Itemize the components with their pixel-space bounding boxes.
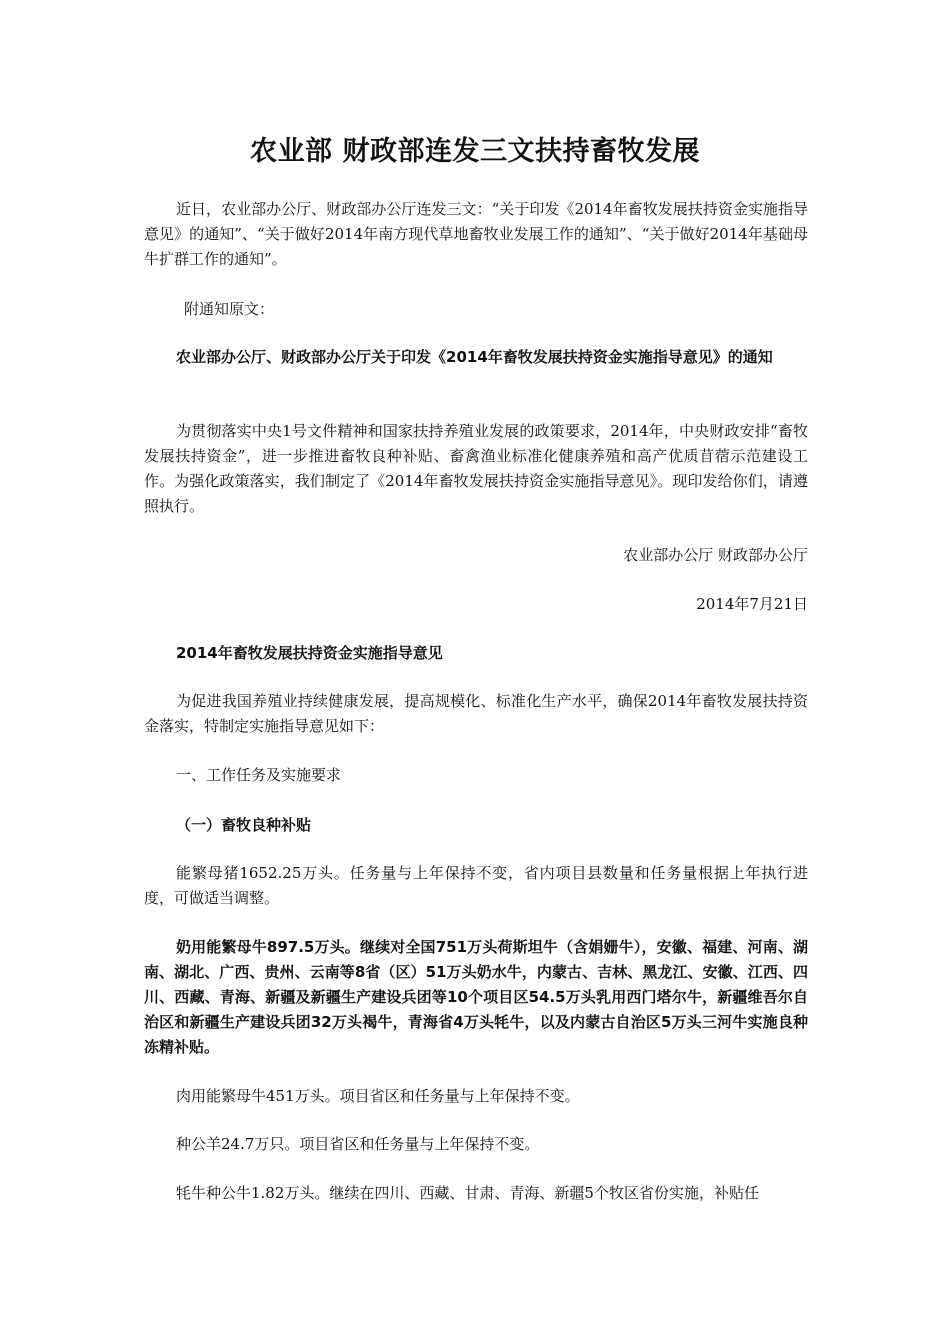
guidance-title: 2014年畜牧发展扶持资金实施指导意见: [176, 644, 443, 662]
item-ram: 种公羊24.7万只。项目省区和任务量与上年保持不变。: [176, 1135, 540, 1153]
notice-title: 农业部办公厅、财政部办公厅关于印发《2014年畜牧发展扶持资金实施指导意见》的通知: [176, 348, 773, 366]
signature: 农业部办公厅 财政部办公厅: [623, 546, 808, 564]
attachment-label: 附通知原文：: [184, 300, 275, 318]
item-sow: 能繁母猪1652.25万头。任务量与上年保持不变，省内项目县数量和任务量根据上年执行进度，可做适当调整。: [144, 864, 808, 907]
guidance-intro: 为促进我国养殖业持续健康发展，提高规模化、标准化生产水平，确保2014年畜牧发展扶持资金落实，特制定实施指导意见如下：: [144, 692, 808, 735]
document-title: 农业部 财政部连发三文扶持畜牧发展: [250, 136, 700, 167]
intro-paragraph: 近日，农业部办公厅、财政部办公厅连发三文：“关于印发《2014年畜牧发展扶持资金实施指导意见》的通知”、“关于做好2014年南方现代草地畜牧业发展工作的通知”、“关于做好2014年基础母牛扩群工作的通知”。: [144, 200, 808, 268]
date: 2014年7月21日: [696, 595, 808, 613]
subsection-heading: （一）畜牧良种补贴: [176, 816, 312, 834]
item-beef: 肉用能繁母牛451万头。项目省区和任务量与上年保持不变。: [176, 1087, 580, 1105]
notice-body: 为贯彻落实中央1号文件精神和国家扶持养殖业发展的政策要求，2014年，中央财政安排“畜牧发展扶持资金”，进一步推进畜牧良种补贴、畜禽渔业标准化健康养殖和高产优质苜蓿示范建设工作。为强化政策落实，我们制定了《2014年畜牧发展扶持资金实施指导意见》。现印发给你们，请遵照执行。: [144, 422, 808, 515]
section-heading: 一、工作任务及实施要求: [176, 766, 342, 784]
item-dairy: 奶用能繁母牛897.5万头。继续对全国751万头荷斯坦牛（含娟姗牛），安徽、福建、河南、湖南、湖北、广西、贵州、云南等8省（区）51万头奶水牛，内蒙古、吉林、黑龙江、安徽、江西、四川、西藏、青海、新疆及新疆生产建设兵团等10个项目区54.5万头乳用西门塔尔牛，新疆维吾尔自治区和新疆生产建设兵团32万头褐牛，青海省4万头牦牛，以及内蒙古自治区5万头三河牛实施良种冻精补贴。: [144, 938, 808, 1056]
item-yak: 牦牛种公牛1.82万头。继续在四川、西藏、甘肃、青海、新疆5个牧区省份实施，补贴任: [176, 1184, 759, 1202]
